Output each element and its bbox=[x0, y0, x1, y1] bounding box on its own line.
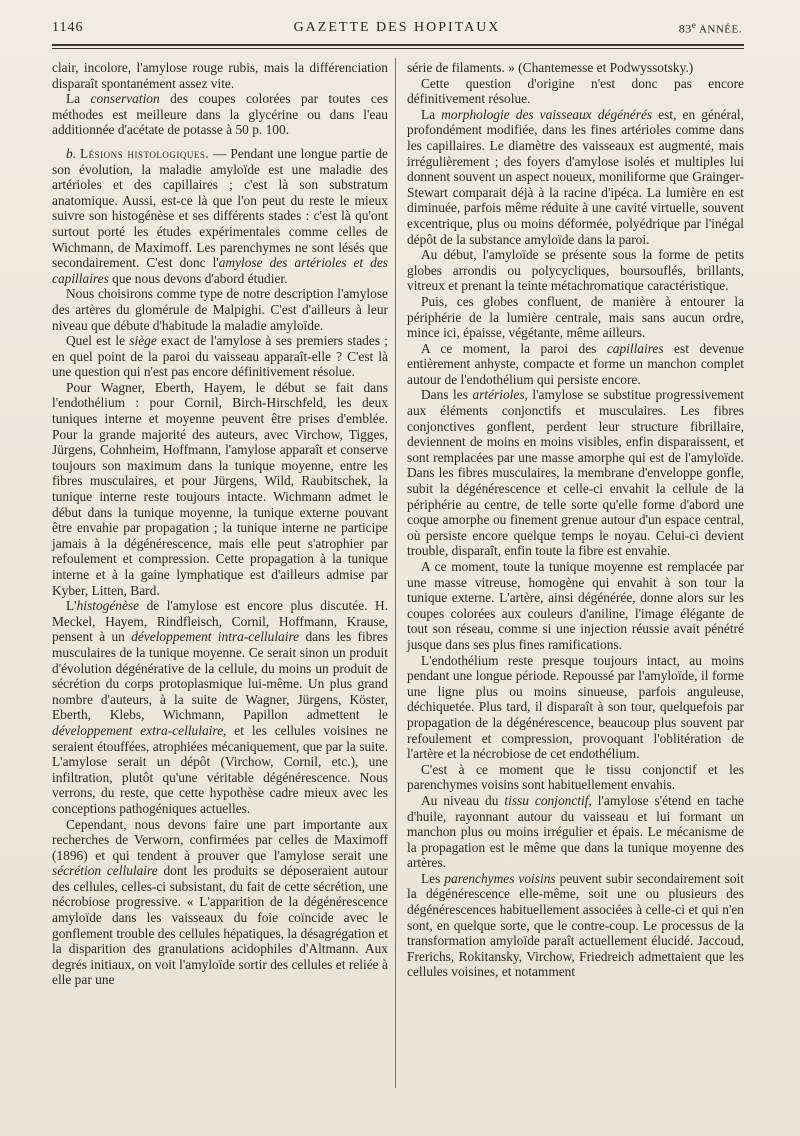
header-rule-thin bbox=[52, 48, 744, 49]
paragraph: Nous choisirons comme type de notre description l'amylose des artères du glomérule de Malpighi. C'est d'ailleurs à leur niveau que débute d'habitude la maladie amyloïde. bbox=[52, 286, 388, 333]
paragraph: Au début, l'amyloïde se présente sous la forme de petits globes arrondis ou polycycliques, boursouflés, brillants, vitreux et prenant la teinte métachromatique caractéristique. bbox=[407, 247, 744, 294]
page-header bbox=[52, 20, 742, 42]
section-heading: Lésions histologiques. bbox=[79, 145, 210, 161]
paragraph: La morphologie des vaisseaux dégénérés est, en général, profondément modifiée, dans les fines artérioles comme dans les capillaires. Le diamètre des vaisseaux est augmenté, mais irrégulièrement ; des foyers d'amylose isolés et multiples lui donnent souvent un aspect noueux, moniliforme que Grainger-Stewart comparait déjà à la racine d'ipéca. La lumière en est diminuée, parfois même réduite à une cavité virtuelle, souvent excentrique, plus ou moins déformée, polyédrique par l'inégal dépôt de la substance amyloïde dans la paroi. bbox=[407, 106, 745, 247]
header-rule bbox=[52, 44, 744, 46]
paragraph: C'est à ce moment que le tissu conjonctif et les parenchymes voisins sont habituellement envahis. bbox=[407, 761, 744, 793]
paragraph: La conservation des coupes colorées par toutes ces méthodes est meilleure dans la glycérine ou dans l'eau additionnée d'acétate de potasse à 50 p. 100. bbox=[52, 91, 388, 138]
paragraph: Au niveau du tissu conjonctif, l'amylose s'étend en tache d'huile, rayonnant autour du vaisseau et lui formant un manchon plus ou moins irrégulier et épais. Le mécanisme de la propagation est le même que dans la tunique moyenne des artères. bbox=[407, 792, 744, 871]
year-number: 83 bbox=[678, 21, 692, 36]
paragraph: clair, incolore, l'amylose rouge rubis, mais la différenciation disparaît spontanément assez vite. bbox=[52, 60, 388, 91]
right-column bbox=[407, 60, 744, 980]
paragraph: L'histogénèse de l'amylose est encore plus discutée. H. Meckel, Hayem, Rindfleisch, Cornil, Hoffmann, Krause, pensent à un développement intra-cellulaire dans les fibres musculaires de la tunique moyenne. Ce serait sinon un produit d'évolution dégénérative de la cellule, du moins un produit de sécrétion du corps protoplasmique lui-même. Un plus grand nombre d'auteurs, à la suite de Wagner, Jürgens, Köster, Eberth, Klebs, Wichmann, Papillon admettent le développement extra-cellulaire, et les cellules voisines ne seraient étouffées, atrophiées mécaniquement, que par la suite. L'amylose serait un dépôt (Virchow, Cornil, etc.), une infiltration, plutôt qu'une véritable dégénérescence. Nous verrons, du reste, que cette hypothèse cadre mieux avec les conceptions pathogéniques actuelles. bbox=[52, 598, 388, 816]
paragraph: L'endothélium reste presque toujours intact, au moins pendant une longue période. Repoussé par l'amyloïde, il forme une ligne plus ou moins sinueuse, parfois anguleuse, déchiquetée. Plus tard, il disparaît à son tour, quelquefois par propagation de la dégénérescence, beaucoup plus souvent par refoulement et compression, provoquant l'oblitération de l'artère et la nécrobiose de cet endothélium. bbox=[407, 652, 744, 762]
paragraph: A ce moment, la paroi des capillaires est devenue entièrement anhyste, compacte et forme un manchon complet autour de l'endothélium qui persiste encore. bbox=[407, 340, 744, 387]
paragraph: Dans les artérioles, l'amylose se substitue progressivement aux éléments conjonctifs et musculaires. Les fibres conjonctives gonflent, perdent leur structure fibrillaire, deviennent de moins en moins visibles, enfin disparaissent, et sont remplacées par une masse amorphe qui est de l'amyloïde. Dans les fibres musculaires, la membrane d'enveloppe gonfle, subit la dégénérescence et celle-ci envahit la cellule de la périphérie au centre, de telle sorte qu'elle forme d'abord une coque amorphe ou finement grenue autour d'un espace central, où persiste encore quelque temps le noyau. Celui-ci devient trouble, disparaît, enfin toute la fibre est envahie. bbox=[407, 387, 744, 559]
paragraph: Puis, ces globes confluent, de manière à entourer la périphérie de la lumière centrale, mais sans aucun ordre, mince ici, épaisse, végétante, même ailleurs. bbox=[407, 293, 744, 341]
paragraph: Quel est le siège exact de l'amylose à ses premiers stades ; en quel point de la paroi du vaisseau apparaît-elle ? C'est là une question qui n'est pas encore définitivement résolue. bbox=[52, 333, 388, 380]
paragraph: A ce moment, toute la tunique moyenne est remplacée par une masse vitreuse, homogène qui envahit à son tour la tunique externe. L'artère, ainsi dégénérée, donne alors sur les coupes colorées aux couleurs d'aniline, l'image élégante de tout son réseau, comme si une injection réussie avait pénétré jusque dans ses plus fines ramifications. bbox=[407, 559, 744, 652]
paragraph: Cette question d'origine n'est donc pas encore définitivement résolue. bbox=[407, 75, 744, 107]
year-word: ANNÉE. bbox=[698, 23, 742, 36]
paragraph: Les parenchymes voisins peuvent subir secondairement soit la dégénérescence elle-même, soit une ou plusieurs des dégénérescences habituellement associées à celle-ci et qui n'en sont, en quelque sorte, que le contre-coup. Le processus de la transformation amyloïde paraît actuellement élucidé. Jaccoud, Frerichs, Rokitansky, Virchow, Friedreich admettaient que les cellules voisines, et notamment bbox=[407, 870, 744, 980]
page-number: 1146 bbox=[52, 20, 84, 35]
paragraph: série de filaments. » (Chantemesse et Podwyssotsky.) bbox=[407, 60, 694, 75]
journal-title: GAZETTE DES HOPITAUX bbox=[293, 20, 501, 35]
paragraph: Cependant, nous devons faire une part importante aux recherches de Verworn, confirmées par celles de Maximoff (1896) et qui tendent à prouver que l'amylose serait une sécrétion cellulaire dont les produits se déposeraient autour des cellules, celles-ci subsistant, du fait de cette sécrétion, une nécrobiose progressive. « L'apparition de la dégénérescence amyloïde dans les vaisseaux du foie coïncide avec le gonflement trouble des cellules hépatiques, la désagrégation et la disparition des granulations acidophiles d'Altmann. Aux degrés initiaux, on voit l'amyloïde sortir des cellules et reliée à elle par une bbox=[52, 816, 388, 988]
year-label bbox=[679, 20, 742, 37]
year-suffix: e bbox=[691, 20, 697, 30]
column-divider bbox=[395, 58, 396, 1088]
section-lesions-histologiques: b. Lésions histologiques. — Pendant une longue partie de son évolution, la maladie amyloïde est une maladie des artérioles et des capillaires ; c'est là son substratum anatomique. Aussi, est-ce là que l'on peut du reste le mieux suivre son histogénèse et ses différents stades : c'est là qu'ont surtout porté les études expérimentales comme celles de Wichmann, de Maximoff. Les parenchymes ne sont lésés que secondairement. C'est donc l'amylose des artérioles et des capillaires que nous devons d'abord étudier. bbox=[52, 145, 388, 286]
paragraph: Pour Wagner, Eberth, Hayem, le début se fait dans l'endothélium : pour Cornil, Birch-Hirschfeld, les deux tuniques interne et moyenne peuvent être prises d'emblée. Pour la grande majorité des auteurs, avec Virchow, Tigges, Jürgens, Cohnheim, Hoffmann, l'amylose apparaît et conserve toujours son maximum dans la tunique moyenne, entre les fibres musculaires, et pour Jürgens, Wild, Raubitschek, la tunique interne reste toujours intacte. Wichmann admet le début dans la tunique moyenne, la tunique externe pouvant être envahie par propagation ; la tunique interne ne participe jamais à la dégénérescence, mais elle peut s'atrophier par refoulement et compression. Cette propagation à la tunique interne et à la gaine lymphatique est d'ailleurs admise par Kyber, Litten, Bard. bbox=[52, 379, 388, 598]
left-column bbox=[52, 60, 388, 988]
